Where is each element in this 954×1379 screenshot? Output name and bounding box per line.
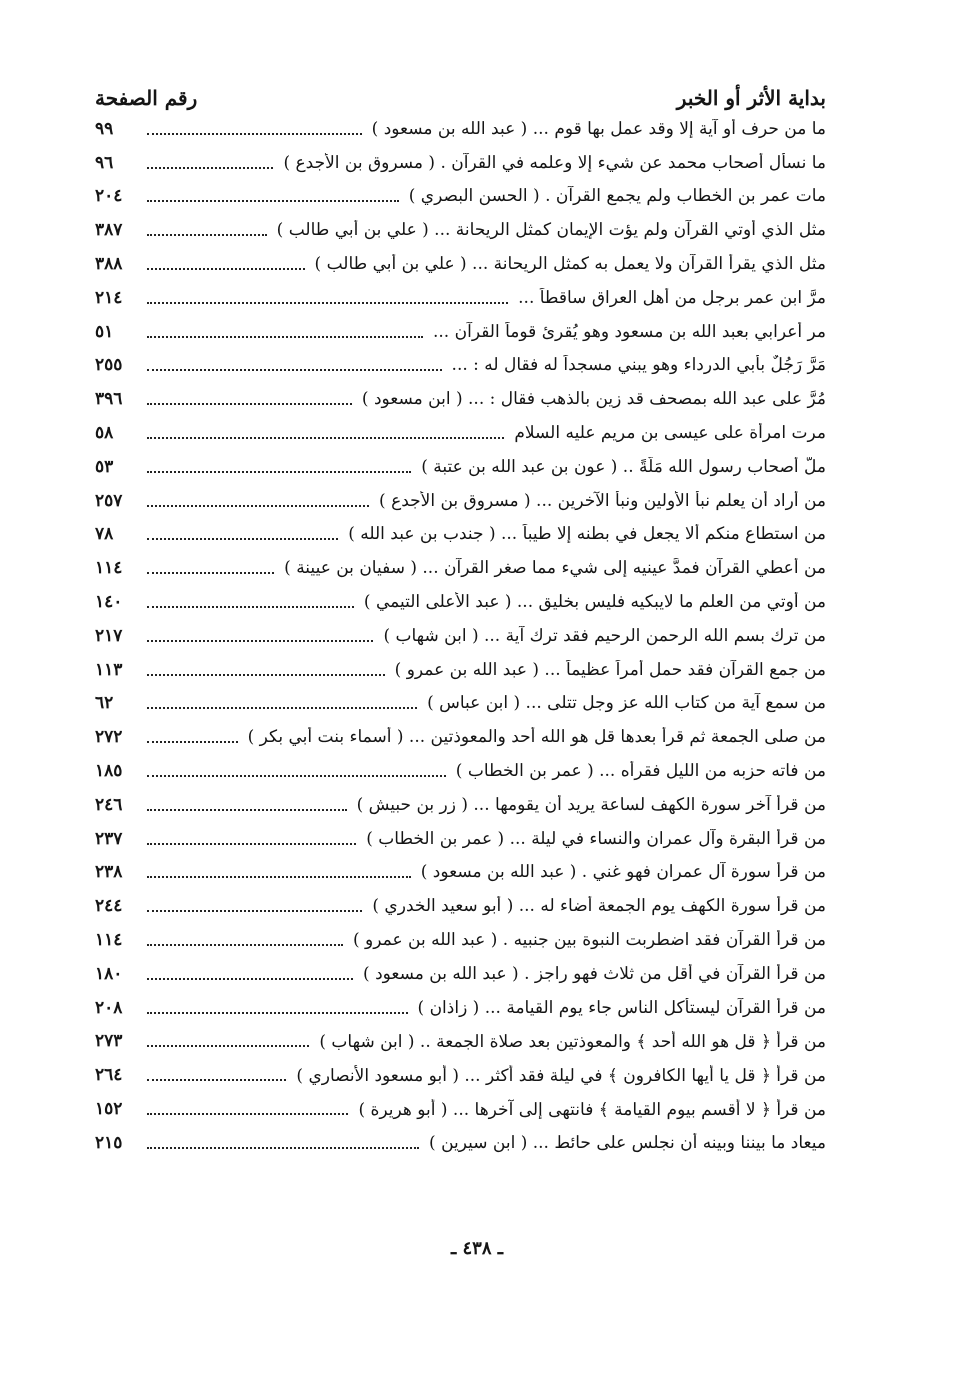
- entry-page-number: ٢٧٣: [95, 1031, 123, 1052]
- entry-page-number: ٥٨: [95, 423, 114, 444]
- entry-text: ما من حرف أو آية إلا وقد عمل بها قوم ... ( عبد الله بن مسعود ): [371, 118, 826, 139]
- entry-text: من قرأ القرآن فقد اضطربت النبوة بين جنبيه . ( عبد الله بن عمرو ): [353, 930, 826, 951]
- dotted-leader: [147, 606, 354, 608]
- entry-page-number: ١١٤: [95, 558, 123, 579]
- entry-page-number: ١١٣: [95, 659, 123, 680]
- entry-text: من قرأ سورة الكهف يوم الجمعة أضاء له ... ( أبو سعيد الخدري ): [372, 896, 826, 917]
- index-entry-row: [95, 1126, 826, 1160]
- entry-page-number: ٧٨: [95, 524, 114, 545]
- dotted-leader: [147, 674, 385, 676]
- entry-page-number: ٢٠٤: [95, 186, 123, 207]
- entry-page-number: ٣٨٨: [95, 254, 123, 275]
- dotted-leader: [147, 268, 305, 270]
- entry-text: من قرأ سورة آل عمران فهو غني . ( عبد الله بن مسعود ): [420, 862, 826, 883]
- entry-page-number: ٥٣: [95, 456, 114, 477]
- dotted-leader: [147, 1012, 408, 1014]
- entry-text: من قرأ البقرة وآل عمران والنساء في ليلة ... ( عمر بن الخطاب ): [366, 828, 826, 849]
- index-entry-row: [95, 653, 826, 687]
- index-entry-row: [95, 1058, 826, 1092]
- entry-page-number: ١٨٥: [95, 761, 123, 782]
- entry-text: من سمع آية من كتاب الله عز وجل تتلى ... ( ابن عباس ): [427, 693, 826, 714]
- entry-page-number: ٦٢: [95, 693, 114, 714]
- index-entry-row: [95, 281, 826, 315]
- dotted-leader: [147, 809, 347, 811]
- entry-text: مرت امرأة على عيسى بن مريم عليه السلام: [514, 423, 826, 444]
- dotted-leader: [147, 302, 508, 304]
- index-entry-row: [95, 923, 826, 957]
- entry-text: من قرأ آخر سورة الكهف لساعة يريد أن يقومها ... ( زر بن حبيش ): [356, 794, 826, 815]
- dotted-leader: [147, 876, 411, 878]
- entry-text: من قرأ القرآن ليستأكل الناس جاء يوم القيامة ... ( زاذان ): [417, 997, 826, 1018]
- index-entry-row: [95, 484, 826, 518]
- entry-page-number: ٢١٥: [95, 1132, 123, 1153]
- column-title-page-number: رقم الصفحة: [95, 86, 198, 110]
- index-entry-row: [95, 585, 826, 619]
- index-entry-row: [95, 957, 826, 991]
- entry-page-number: ٢١٤: [95, 287, 123, 308]
- index-entry-row: [95, 180, 826, 214]
- entry-text: ميعاد ما بيننا وبينه أن نجلس على حائط ... ( ابن سيرين ): [429, 1132, 826, 1153]
- entry-text: مرَّ ابن عمر برجل من أهل العراق ساقطاً ...: [518, 287, 826, 308]
- page-header: [95, 66, 826, 108]
- entry-text: من فاته حزبه من الليل فقرأه ... ( عمر بن الخطاب ): [455, 761, 826, 782]
- index-entry-row: [95, 247, 826, 281]
- entry-text: من ترك بسم الله الرحمن الرحيم فقد ترك آية ... ( ابن شهاب ): [383, 625, 826, 646]
- dotted-leader: [147, 1045, 309, 1047]
- entry-page-number: ٢٤٦: [95, 794, 123, 815]
- index-entry-row: [95, 788, 826, 822]
- entry-text: مَرَّ رَجُلٌ بأبي الدرداء وهو يبني مسجداً له فقال له : ...: [451, 355, 826, 376]
- entry-page-number: ٢٣٧: [95, 828, 123, 849]
- entry-text: من أوتي من العلم ما لايبكيه فليس بخليق ... ( عبد الأعلى التيمي ): [363, 592, 826, 613]
- entry-text: من قرأ القرآن في أقل من ثلاث فهو راجز . ( عبد الله بن مسعود ): [363, 963, 826, 984]
- dotted-leader: [147, 200, 399, 202]
- column-title-start-of-report: بداية الأثر أو الخبر: [676, 86, 826, 110]
- dotted-leader: [147, 775, 446, 777]
- dotted-leader: [147, 843, 356, 845]
- index-entry-row: [95, 687, 826, 721]
- dotted-leader: [147, 505, 369, 507]
- dotted-leader: [147, 640, 373, 642]
- entry-page-number: ٢٣٨: [95, 862, 123, 883]
- dotted-leader: [147, 1113, 348, 1115]
- entry-page-number: ١٤٠: [95, 592, 123, 613]
- entry-page-number: ١٥٢: [95, 1099, 123, 1119]
- index-entry-row: [95, 1092, 826, 1126]
- index-entry-row: [95, 315, 826, 349]
- dotted-leader: [147, 910, 362, 912]
- entry-page-number: ٢٥٥: [95, 355, 123, 376]
- index-entry-row: [95, 450, 826, 484]
- dotted-leader: [147, 741, 238, 743]
- index-entry-row: [95, 822, 826, 856]
- entry-text: مات عمر بن الخطاب ولم يجمع القرآن . ( الحسن البصري ): [408, 186, 826, 207]
- entry-page-number: ٢٦٤: [95, 1065, 123, 1086]
- index-entry-row: [95, 889, 826, 923]
- entry-page-number: ٢٥٧: [95, 490, 123, 511]
- page-number-footer: ـ ٤٣٨ ـ: [450, 1238, 504, 1259]
- entry-text: من قرأ ﴿ قل يا أيها الكافرون ﴾ في ليلة فقد أكثر ... ( أبو مسعود الأنصاري ): [296, 1065, 826, 1086]
- dotted-leader: [147, 944, 343, 946]
- entry-page-number: ٢٠٨: [95, 997, 123, 1018]
- entry-page-number: ٢٧٢: [95, 727, 123, 748]
- entry-text: من استطاع منكم ألا يجعل في بطنه إلا طيباً ... ( جندب بن عبد الله ): [348, 524, 826, 545]
- dotted-leader: [147, 1079, 286, 1081]
- index-entry-row: [95, 349, 826, 383]
- entry-text: من قرأ ﴿ قل هو الله أحد ﴾ والمعوذتين بعد صلاة الجمعة .. ( ابن شهاب ): [319, 1031, 826, 1052]
- entry-page-number: ٢١٧: [95, 625, 123, 646]
- entry-text: مر أعرابي بعبد الله بن مسعود وهو يُقرئ قوماً القرآن ...: [433, 321, 826, 342]
- dotted-leader: [147, 471, 411, 473]
- entry-text: من أعطي القرآن فمدَّ عينيه إلى شيء مما صغر القرآن ... ( سفيان بن عيينة ): [284, 558, 826, 579]
- index-entry-row: [95, 551, 826, 585]
- dotted-leader: [147, 369, 442, 371]
- dotted-leader: [147, 167, 273, 169]
- entry-text: من قرأ ﴿ لا أقسم بيوم القيامة ﴾ فانتهى إلى آخرها ... ( أبو هريرة ): [358, 1099, 826, 1120]
- entry-text: مثل الذي يقرأ القرآن ولا يعمل به كمثل الريحانة ... ( علي بن أبي طالب ): [314, 254, 826, 275]
- index-entry-row: [95, 146, 826, 180]
- entry-page-number: ٣٨٧: [95, 220, 123, 241]
- dotted-leader: [147, 1147, 419, 1149]
- index-entry-row: [95, 720, 826, 754]
- entry-page-number: ٢٤٤: [95, 896, 123, 917]
- index-entry-row: [95, 856, 826, 890]
- entry-text: من صلى الجمعة ثم قرأ بعدها قل هو الله أحد والمعوذتين ... ( أسماء بنت أبي بكر ): [247, 727, 826, 748]
- entry-page-number: ٥١: [95, 321, 114, 342]
- index-entry-row: [95, 1025, 826, 1059]
- index-entry-row: [95, 213, 826, 247]
- index-entry-row: [95, 518, 826, 552]
- entry-page-number: ٣٩٦: [95, 389, 123, 410]
- entry-text: مُرَّ على عبد الله بمصحف قد زين بالذهب فقال : ... ( ابن مسعود ): [361, 389, 826, 410]
- dotted-leader: [147, 234, 267, 236]
- entry-text: من أراد أن يعلم نبأ الأولين ونبأ الآخرين ... ( مسروق بن الأجدع ): [379, 490, 826, 511]
- dotted-leader: [147, 336, 423, 338]
- index-entry-row: [95, 416, 826, 450]
- index-entry-row: [95, 991, 826, 1025]
- entry-page-number: ١٨٠: [95, 963, 123, 984]
- entry-text: من جمع القرآن فقد حمل أمراً عظيماً ... ( عبد الله بن عمرو ): [394, 659, 826, 680]
- index-entry-list: [95, 112, 826, 1160]
- dotted-leader: [147, 707, 417, 709]
- entry-text: ما نسأل أصحاب محمد عن شيء إلا وعلمه في القرآن . ( مسروق بن الأجدع ): [283, 152, 826, 173]
- dotted-leader: [147, 978, 353, 980]
- index-entry-row: [95, 754, 826, 788]
- entry-page-number: ٩٦: [95, 152, 114, 173]
- dotted-leader: [147, 403, 352, 405]
- dotted-leader: [147, 572, 274, 574]
- dotted-leader: [147, 437, 504, 439]
- index-entry-row: [95, 382, 826, 416]
- index-entry-row: [95, 619, 826, 653]
- entry-page-number: ٩٩: [95, 118, 114, 139]
- entry-text: مثل الذي أوتي القرآن ولم يؤت الإيمان كمثل الريحانة ... ( علي بن أبي طالب ): [276, 220, 826, 241]
- entry-page-number: ١١٤: [95, 930, 123, 951]
- index-entry-row: [95, 112, 826, 146]
- entry-text: ملَّ أصحاب رسول الله مَلَّةً .. ( عون بن عبد الله بن عتبة ): [421, 456, 826, 477]
- dotted-leader: [147, 133, 362, 135]
- dotted-leader: [147, 538, 338, 540]
